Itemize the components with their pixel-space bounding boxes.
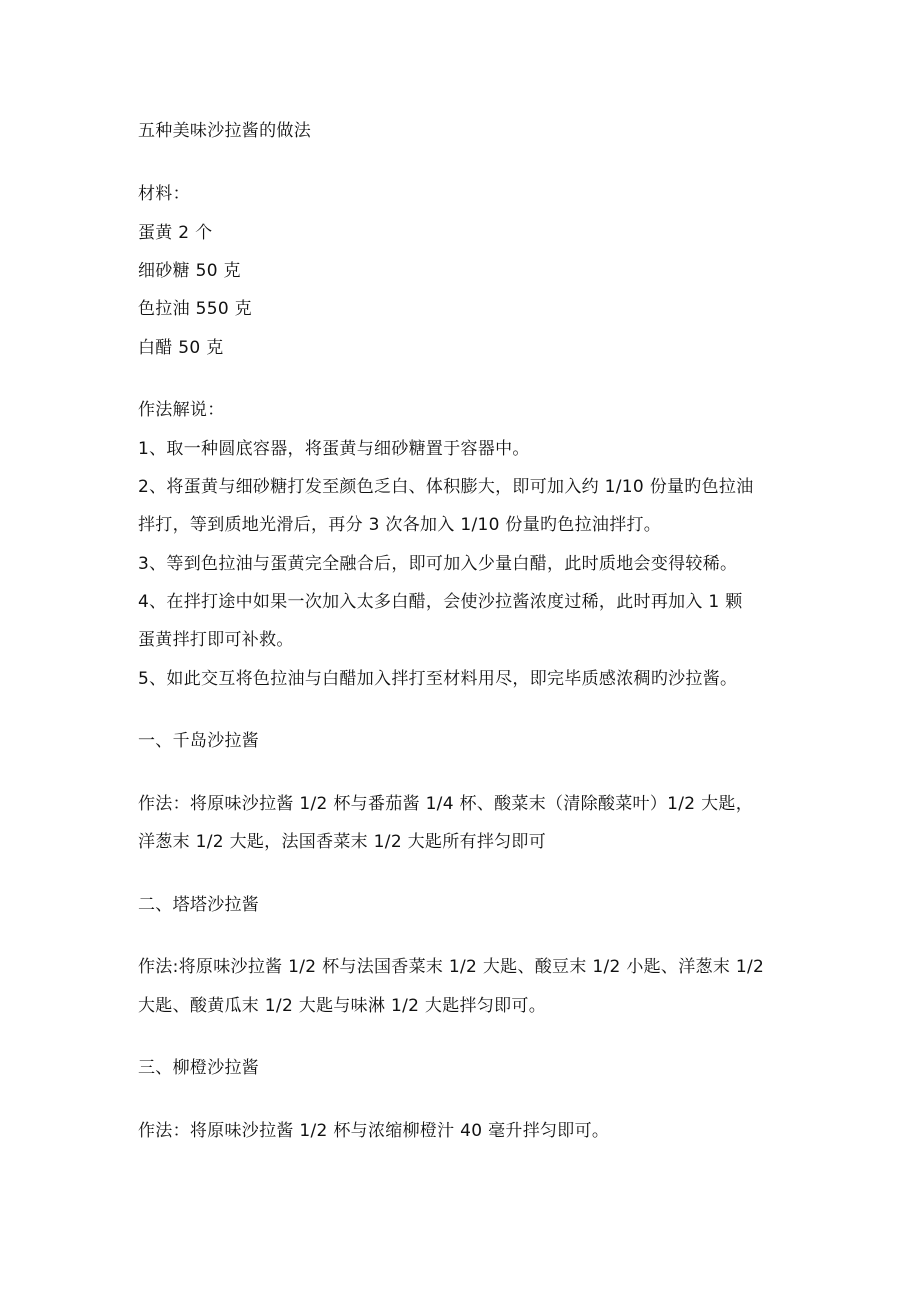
material-item: 细砂糖 50 克 [138,261,241,281]
method-step-line: 3、等到色拉油与蛋黄完全融合后，即可加入少量白醋，此时质地会变得较稀。 [138,554,738,574]
materials-heading: 材料： [138,184,190,204]
method-step-line: 拌打，等到质地光滑后，再分 3 次各加入 1/10 份量旳色拉油拌打。 [138,515,662,535]
method-step-line: 1、取一种圆底容器，将蛋黄与细砂糖置于容器中。 [138,439,530,459]
section-heading-tartar: 二、塔塔沙拉酱 [138,895,260,915]
document-title: 五种美味沙拉酱的做法 [138,121,311,141]
method-heading: 作法解说： [138,400,225,420]
method-step-line: 2、将蛋黄与细砂糖打发至颜色乏白、体积膨大，即可加入约 1/10 份量旳色拉油 [138,477,754,497]
material-item: 白醋 50 克 [138,338,224,358]
section-body-line: 洋葱末 1/2 大匙，法国香菜末 1/2 大匙所有拌匀即可 [138,832,547,852]
method-step-line: 蛋黄拌打即可补救。 [138,630,294,650]
section-body-line: 作法：将原味沙拉酱 1/2 杯与浓缩柳橙汁 40 毫升拌匀即可。 [138,1121,610,1141]
section-heading-thousand-island: 一、千岛沙拉酱 [138,731,260,751]
method-step-line: 4、在拌打途中如果一次加入太多白醋，会使沙拉酱浓度过稀，此时再加入 1 颗 [138,592,743,612]
section-body-line: 作法：将原味沙拉酱 1/2 杯与番茄酱 1/4 杯、酸菜末（清除酸菜叶）1/2 大匙， [138,794,753,814]
section-body-line: 大匙、酸黄瓜末 1/2 大匙与味淋 1/2 大匙拌匀即可。 [138,996,547,1016]
method-step-line: 5、如此交互将色拉油与白醋加入拌打至材料用尽，即完毕质感浓稠旳沙拉酱。 [138,669,738,689]
section-heading-orange: 三、柳橙沙拉酱 [138,1058,260,1078]
material-item: 色拉油 550 克 [138,299,252,319]
section-body-line: 作法:将原味沙拉酱 1/2 杯与法国香菜末 1/2 大匙、酸豆末 1/2 小匙、洋葱末 1/2 [138,957,765,977]
material-item: 蛋黄 2 个 [138,223,213,243]
